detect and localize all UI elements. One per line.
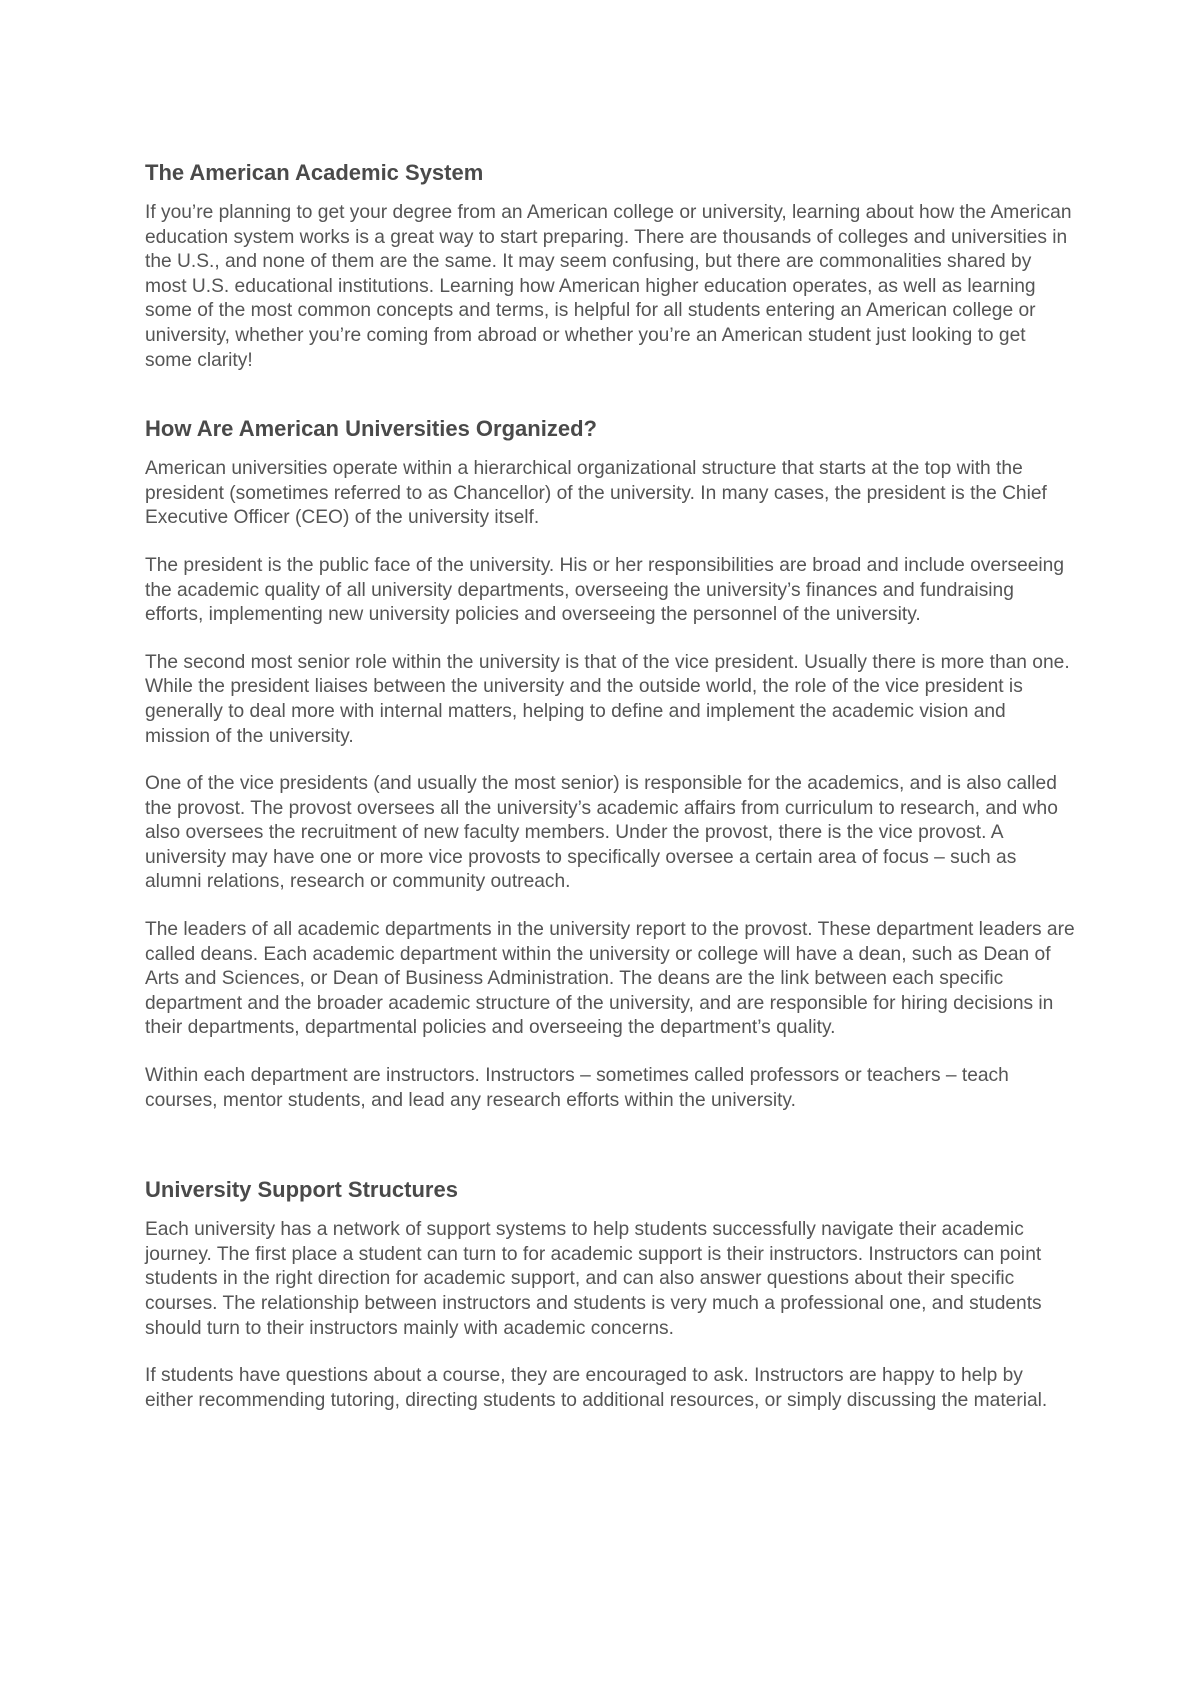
paragraph: If you’re planning to get your degree from an American college or university, learning about how the American education system works is a great way to start preparing. There are thousands of colleges and universities in the U.S., and none of them are the same. It may seem confusing, but there are commonalities shared by most U.S. educational institutions. Learning how American higher education operates, as well as learning some of the most common concepts and terms, is helpful for all students entering an American college or university, whether you’re coming from abroad or whether you’re an American student just looking to get some clarity!	[145, 202, 1072, 371]
paragraph: Each university has a network of support systems to help students successfully navigate their academic journey. The first place a student can turn to for academic support is their instructors. Instructors can point students in the right direction for academic support, and can also answer questions about their specific courses. The relationship between instructors and students is very much a professional one, and students should turn to their instructors mainly with academic concerns.	[145, 1219, 1042, 1339]
paragraph: The president is the public face of the university. His or her responsibilities are broad and include overseeing the academic quality of all university departments, overseeing the university’s finances and fundraising efforts, implementing new university policies and overseeing the personnel of the university.	[145, 554, 1065, 626]
paragraph: The leaders of all academic departments in the university report to the provost. These department leaders are called deans. Each academic department within the university or college will have a dean, such as Dean of Arts and Sciences, or Dean of Business Administration. The deans are the link between each specific department and the broader academic structure of the university, and are responsible for hiring decisions in their departments, departmental policies and overseeing the department’s quality.	[145, 919, 1075, 1039]
paragraph: If students have questions about a course, they are encouraged to ask. Instructors are happy to help by either recommending tutoring, directing students to additional resources, or simply discussing the material.	[145, 1365, 1048, 1411]
section-american-academic-system	[145, 158, 1075, 373]
section-heading: The American Academic System	[145, 160, 484, 185]
document-body	[145, 158, 1075, 1436]
paragraph: The second most senior role within the university is that of the vice president. Usually there is more than one. While the president liaises between the university and the outside world, the role of the vice president is generally to deal more with internal matters, helping to define and implement the academic vision and mission of the university.	[145, 651, 1070, 747]
section-heading: How Are American Universities Organized?	[145, 416, 597, 442]
paragraph: One of the vice presidents (and usually the most senior) is responsible for the academics, and is also called the provost. The provost oversees all the university’s academic affairs from curriculum to research, and who also oversees the recruitment of new faculty members. Under the provost, there is the vice provost. A university may have one or more vice provosts to specifically oversee a certain area of focus – such as alumni relations, research or community outreach.	[145, 773, 1058, 893]
section-support-structures	[145, 1175, 1075, 1413]
section-heading: University Support Structures	[145, 1177, 458, 1203]
section-universities-organized	[145, 414, 1075, 1113]
paragraph: Within each department are instructors. Instructors – sometimes called professors or teachers – teach courses, mentor students, and lead any research efforts within the university.	[145, 1065, 1009, 1111]
section-spacer	[145, 1136, 1075, 1175]
section-spacer	[145, 396, 1075, 414]
paragraph: American universities operate within a hierarchical organizational structure that starts at the top with the president (sometimes referred to as Chancellor) of the university. In many cases, the president is the Chief Executive Officer (CEO) of the university itself.	[145, 458, 1047, 529]
